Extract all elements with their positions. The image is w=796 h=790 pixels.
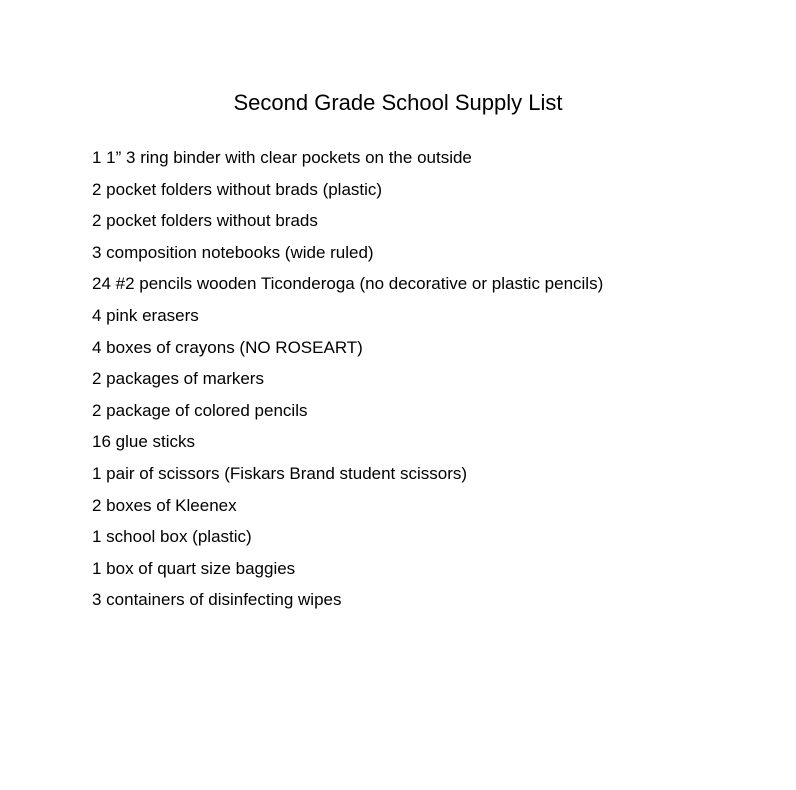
list-item: 16 glue sticks <box>92 432 195 452</box>
list-item: 4 boxes of crayons (NO ROSEART) <box>92 337 363 357</box>
list-item: 2 package of colored pencils <box>92 400 308 420</box>
supply-list <box>92 144 603 618</box>
list-item: 4 pink erasers <box>92 305 199 325</box>
list-item: 1 box of quart size baggies <box>92 558 296 578</box>
list-item: 1 school box (plastic) <box>92 527 252 547</box>
page-title: Second Grade School Supply List <box>233 90 563 115</box>
list-item: 2 pocket folders without brads <box>92 211 318 231</box>
list-item: 1 1” 3 ring binder with clear pockets on the outside <box>92 148 472 167</box>
list-item: 24 #2 pencils wooden Ticonderoga (no decorative or plastic pencils) <box>92 274 604 294</box>
list-item: 2 boxes of Kleenex <box>92 495 237 515</box>
list-item: 3 containers of disinfecting wipes <box>92 590 342 610</box>
list-item: 3 composition notebooks (wide ruled) <box>92 242 374 262</box>
list-item: 2 packages of markers <box>92 369 264 389</box>
list-item: 1 pair of scissors (Fiskars Brand student scissors) <box>92 463 468 483</box>
list-item: 2 pocket folders without brads (plastic) <box>92 179 383 199</box>
